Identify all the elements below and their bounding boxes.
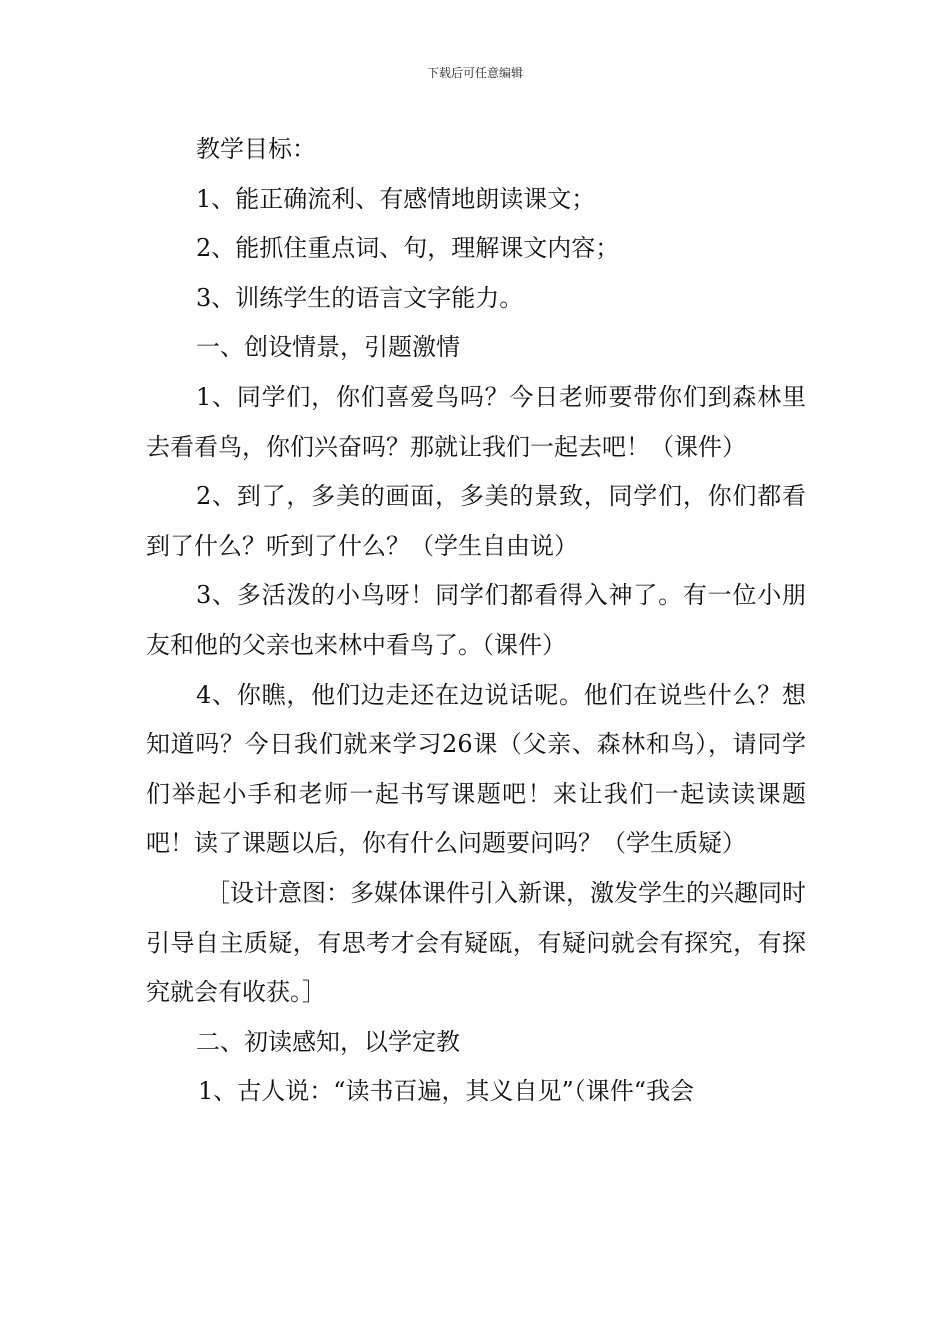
document-body [146,125,806,1117]
page-header: 下载后可任意编辑 [426,66,523,80]
design-intent-note: ［设计意图：多媒体课件引入新课，激发学生的兴趣同时引导自主质疑，有思考才会有疑瓯，有疑问就会有探究，有探究就会有收获。］ [146,878,806,1007]
section1-paragraph-4: 4、你瞧，他们边走还在边说话呢。他们在说些什么？想知道吗？今日我们就来学习26课（父亲、森林和鸟），请同学们举起小手和老师一起书写课题吧！来让我们一起读读课题吧！读了课题以后，你有什么问题要问吗？（学生质疑） [146,680,806,858]
goal-item-3: 3、训练学生的语言文字能力。 [196,283,524,312]
section1-paragraph-3: 3、多活泼的小鸟呀！同学们都看得入神了。有一位小朋友和他的父亲也来林中看鸟了。（课件） [146,581,806,659]
goal-item-2: 2、能抓住重点词、句，理解课文内容； [196,234,620,263]
goal-item-1: 1、能正确流利、有感情地朗读课文； [196,184,596,213]
section2-paragraph-1: 1、古人说：“读书百遍，其义自见”（课件“我会 [198,1077,695,1106]
heading-teaching-goals: 教学目标： [196,135,316,163]
section-heading-1: 一、创设情景，引题激情 [196,333,460,362]
section1-paragraph-2: 2、到了，多美的画面，多美的景致，同学们，你们都看到了什么？听到了什么？（学生自由说） [146,482,806,560]
section-heading-2: 二、初读感知，以学定教 [196,1027,460,1056]
section1-paragraph-1: 1、同学们，你们喜爱鸟吗？今日老师要带你们到森林里去看看鸟，你们兴奋吗？那就让我们一起去吧！（课件） [146,382,806,461]
